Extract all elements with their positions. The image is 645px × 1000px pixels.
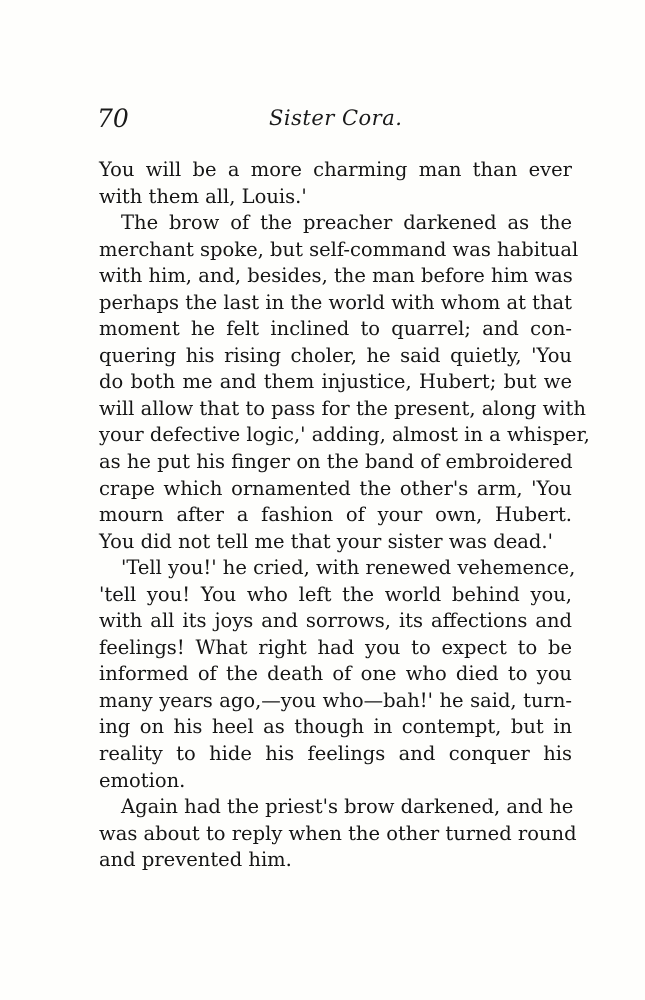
page-header	[97, 104, 575, 138]
text-line: your defective logic,' adding, almost in a whisper,	[99, 423, 590, 447]
text-line: informed of the death of one who died to you	[99, 662, 572, 686]
text-line: quering his rising choler, he said quietly, 'You	[99, 343, 572, 367]
text-line: The brow of the preacher darkened as the	[121, 211, 572, 235]
text-line: Again had the priest's brow darkened, and he	[121, 795, 574, 819]
text-line: crape which ornamented the other's arm, 'You	[99, 476, 572, 500]
text-line: ing on his heel as though in contempt, but in	[99, 715, 572, 739]
text-line: perhaps the last in the world with whom at that	[99, 290, 572, 314]
text-line: merchant spoke, but self-command was habitual	[99, 237, 579, 261]
text-line: You did not tell me that your sister was dead.'	[99, 529, 553, 553]
text-line: do both me and them injustice, Hubert; but we	[99, 370, 572, 394]
text-line: You will be a more charming man than ever	[99, 158, 572, 181]
text-line: with all its joys and sorrows, its affections and	[99, 609, 572, 633]
text-line: and prevented him.	[99, 848, 292, 872]
page-number: 70	[97, 104, 129, 133]
text-line: will allow that to pass for the present, along with	[99, 396, 586, 420]
text-line: emotion.	[99, 768, 186, 792]
text-line: feelings! What right had you to expect to be	[99, 635, 572, 659]
text-line: reality to hide his feelings and conquer his	[99, 742, 572, 766]
text-line: many years ago,—you who—bah!' he said, turn-	[99, 688, 572, 712]
text-line: 'Tell you!' he cried, with renewed vehemence,	[121, 556, 576, 580]
text-line: with him, and, besides, the man before him was	[99, 264, 573, 288]
text-line: moment he felt inclined to quarrel; and con-	[99, 317, 572, 341]
text-line: mourn after a fashion of your own, Hubert.	[99, 503, 572, 527]
text-line: 'tell you! You who left the world behind you,	[99, 582, 572, 606]
text-line: with them all, Louis.'	[99, 184, 307, 208]
body-text	[99, 157, 590, 874]
text-line: was about to reply when the other turned round	[99, 821, 577, 845]
running-title: Sister Cora.	[269, 106, 403, 130]
text-line: as he put his finger on the band of embroidered	[99, 450, 573, 474]
